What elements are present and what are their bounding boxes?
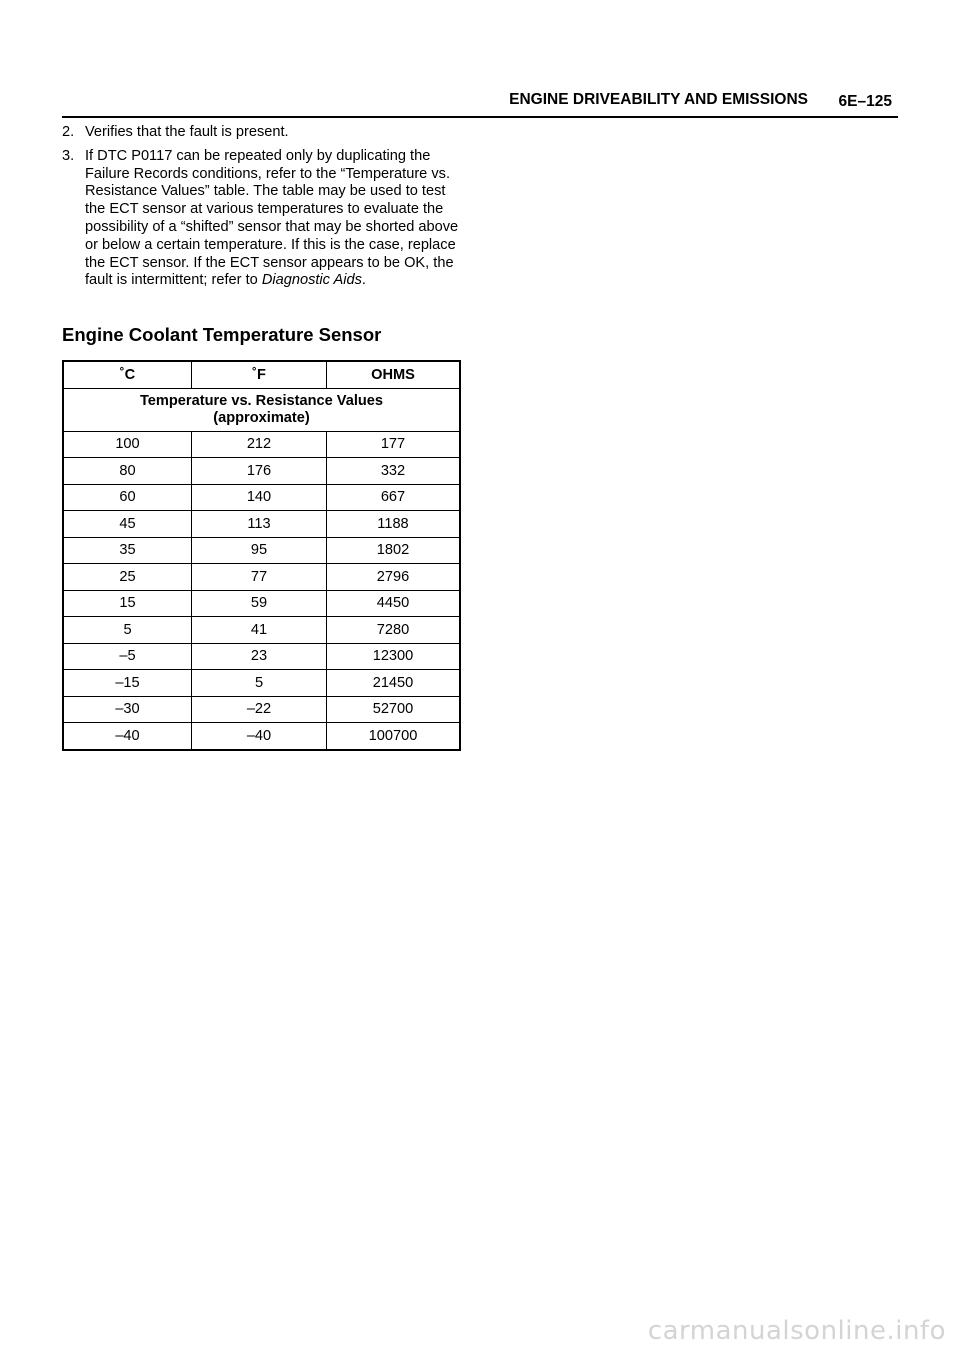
table-subheader-row [63,388,460,431]
table-row [63,723,460,750]
cell-celsius: –40 [63,723,192,750]
cell-celsius: 80 [63,458,192,485]
cell-ohms: 177 [327,431,461,458]
cell-celsius: 25 [63,564,192,591]
cell-fahrenheit: 176 [192,458,327,485]
table-row [63,670,460,697]
cell-fahrenheit: 23 [192,643,327,670]
table-row [63,564,460,591]
section-title: Engine Coolant Temperature Sensor [62,324,382,345]
step-list [62,124,462,296]
cell-celsius: –30 [63,696,192,723]
resistance-table [62,360,461,751]
cell-ohms: 332 [327,458,461,485]
step-item [62,124,462,142]
cell-celsius: 15 [63,590,192,617]
cell-fahrenheit: 113 [192,511,327,538]
cell-fahrenheit: 212 [192,431,327,458]
cell-fahrenheit: 77 [192,564,327,591]
cell-celsius: 5 [63,617,192,644]
step-text: Verifies that the fault is present. [85,124,289,140]
cell-celsius: –15 [63,670,192,697]
step-item [62,148,462,290]
cell-ohms: 100700 [327,723,461,750]
subheader-line-1: Temperature vs. Resistance Values [139,392,384,409]
table-row [63,458,460,485]
cell-ohms: 52700 [327,696,461,723]
header-title: ENGINE DRIVEABILITY AND EMISSIONS [509,91,808,108]
header-fahrenheit: ˚F [192,361,327,388]
watermark: carmanualsonline.info [647,1316,946,1346]
table-row [63,696,460,723]
diagnostic-aids-reference: Diagnostic Aids [261,272,362,289]
cell-fahrenheit: 5 [192,670,327,697]
cell-ohms: 2796 [327,564,461,591]
table-row [63,590,460,617]
table-subheader [63,388,460,431]
table-row [63,617,460,644]
cell-fahrenheit: 95 [192,537,327,564]
cell-celsius: 100 [63,431,192,458]
cell-celsius: 35 [63,537,192,564]
cell-ohms: 12300 [327,643,461,670]
cell-ohms: 21450 [327,670,461,697]
cell-ohms: 667 [327,484,461,511]
cell-ohms: 1188 [327,511,461,538]
table-row [63,537,460,564]
cell-celsius: –5 [63,643,192,670]
page-header [62,88,898,118]
table-header-row [63,361,460,388]
cell-celsius: 45 [63,511,192,538]
header-celsius: ˚C [63,361,192,388]
cell-ohms: 7280 [327,617,461,644]
cell-fahrenheit: –22 [192,696,327,723]
table-row [63,431,460,458]
cell-fahrenheit: 59 [192,590,327,617]
table-row [63,484,460,511]
step-text: If DTC P0117 can be repeated only by duplicating the Failure Records conditions, refer to the “Temperature vs. Resistance Values” table. The table may be used to test the ECT sensor at various temperatures to evaluate the possibility of a “shifted” sensor that may be shorted above or below a certain temperature. If this is the case, replace the ECT sensor. If the ECT sensor appears to be OK, the fault is intermittent; refer to [85,147,459,289]
table-row [63,511,460,538]
resistance-table-container [62,360,461,751]
cell-fahrenheit: –40 [192,723,327,750]
step-number: 3. [62,147,75,164]
subheader-line-2: (approximate) [213,409,310,426]
step-number: 2. [62,124,75,140]
cell-fahrenheit: 140 [192,484,327,511]
page-number: 6E–125 [838,93,892,110]
cell-ohms: 4450 [327,590,461,617]
step-text-tail: . [361,272,366,289]
table-row [63,643,460,670]
cell-celsius: 60 [63,484,192,511]
header-ohms: OHMS [327,361,461,388]
cell-ohms: 1802 [327,537,461,564]
cell-fahrenheit: 41 [192,617,327,644]
